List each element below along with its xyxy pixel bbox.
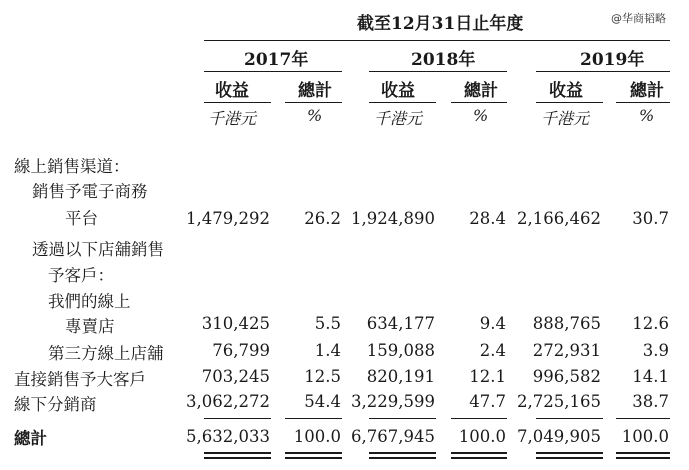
total-double-rule-pct-2017 <box>285 452 342 454</box>
cell-revenue-2017: 310,425 <box>201 314 270 333</box>
cell-percent-2019: 12.6 <box>632 314 669 333</box>
total-double-rule-pct-2018 <box>451 457 507 459</box>
rev-2018-rule <box>369 102 436 103</box>
revenue-heading-2017: 收益 <box>215 81 249 101</box>
cell-percent-2019: 3.9 <box>642 341 669 360</box>
cell-revenue-2018: 1,924,890 <box>351 209 435 228</box>
cell-revenue-2019: 996,582 <box>532 367 601 386</box>
row-label: 線上銷售渠道： <box>14 157 130 176</box>
rev-2019-rule <box>536 102 603 103</box>
unit-percent-2017: % <box>307 106 323 125</box>
cell-percent-2017: 12.5 <box>304 367 341 386</box>
cell-percent-2018: 9.4 <box>479 314 506 333</box>
total-double-rule-rev-2018 <box>369 457 436 459</box>
subtotal-rule-pct-2019 <box>616 418 670 419</box>
rev-2017-rule <box>204 102 271 103</box>
subtotal-rule-pct-2018 <box>451 418 507 419</box>
total-percent-2017: 100.0 <box>293 427 341 446</box>
cell-revenue-2017: 3,062,272 <box>186 392 270 411</box>
cell-percent-2018: 47.7 <box>469 392 506 411</box>
cell-revenue-2017: 1,479,292 <box>186 209 270 228</box>
unit-revenue-2018: 千港元 <box>374 109 423 128</box>
unit-percent-2018: % <box>473 106 489 125</box>
year-2019: 2019年 <box>580 50 645 70</box>
total-double-rule-pct-2018 <box>451 452 507 454</box>
year-2018-rule <box>369 71 507 72</box>
row-label: 平台 <box>65 209 98 228</box>
total-percent-2018: 100.0 <box>458 427 506 446</box>
total-revenue-2019: 7,049,905 <box>517 427 601 446</box>
row-label: 透過以下店舖銷售 <box>32 240 164 259</box>
cell-percent-2018: 28.4 <box>469 209 506 228</box>
cell-revenue-2018: 634,177 <box>366 314 435 333</box>
row-label: 我們的線上 <box>48 292 131 311</box>
cell-percent-2017: 26.2 <box>304 209 341 228</box>
cell-revenue-2019: 888,765 <box>532 314 601 333</box>
unit-revenue-2017: 千港元 <box>208 109 257 128</box>
total-double-rule-pct-2017 <box>285 457 342 459</box>
total-double-rule-rev-2017 <box>204 457 271 459</box>
unit-percent-2019: % <box>639 106 655 125</box>
year-2017-rule <box>204 71 342 72</box>
watermark: @华商韬略 <box>611 12 666 25</box>
unit-revenue-2019: 千港元 <box>541 109 590 128</box>
total-heading-2017: 總計 <box>298 81 332 101</box>
subtotal-rule-rev-2018 <box>369 418 436 419</box>
cell-percent-2017: 1.4 <box>314 341 341 360</box>
cell-revenue-2019: 2,725,165 <box>517 392 601 411</box>
cell-revenue-2017: 76,799 <box>212 341 270 360</box>
row-label: 專賣店 <box>65 317 115 336</box>
cell-revenue-2018: 3,229,599 <box>351 392 435 411</box>
pct-2017-rule <box>285 102 342 103</box>
revenue-heading-2019: 收益 <box>549 81 583 101</box>
total-percent-2019: 100.0 <box>621 427 669 446</box>
revenue-heading-2018: 收益 <box>381 81 415 101</box>
row-label: 第三方線上店舖 <box>48 344 164 363</box>
cell-percent-2017: 5.5 <box>314 314 341 333</box>
total-heading-2018: 總計 <box>464 81 498 101</box>
cell-percent-2018: 2.4 <box>479 341 506 360</box>
cell-revenue-2017: 703,245 <box>201 367 270 386</box>
total-heading-2019: 總計 <box>630 81 664 101</box>
cell-revenue-2018: 159,088 <box>366 341 435 360</box>
row-label: 直接銷售予大客戶 <box>14 370 146 389</box>
total-double-rule-rev-2019 <box>536 457 603 459</box>
period-header-rule <box>204 40 670 41</box>
cell-percent-2019: 30.7 <box>632 209 669 228</box>
row-label: 銷售予電子商務 <box>32 182 148 201</box>
total-double-rule-pct-2019 <box>616 452 670 454</box>
cell-percent-2018: 12.1 <box>469 367 506 386</box>
cell-revenue-2019: 272,931 <box>532 341 601 360</box>
row-label: 線下分銷商 <box>14 395 97 414</box>
total-double-rule-rev-2018 <box>369 452 436 454</box>
year-2017: 2017年 <box>244 50 309 70</box>
pct-2018-rule <box>451 102 507 103</box>
cell-percent-2017: 54.4 <box>304 392 341 411</box>
total-double-rule-rev-2019 <box>536 452 603 454</box>
total-revenue-2018: 6,767,945 <box>351 427 435 446</box>
subtotal-rule-pct-2017 <box>285 418 342 419</box>
total-double-rule-rev-2017 <box>204 452 271 454</box>
total-label: 總計 <box>14 429 47 448</box>
subtotal-rule-rev-2017 <box>204 418 271 419</box>
cell-percent-2019: 38.7 <box>632 392 669 411</box>
cell-revenue-2019: 2,166,462 <box>517 209 601 228</box>
cell-percent-2019: 14.1 <box>632 367 669 386</box>
total-double-rule-pct-2019 <box>616 457 670 459</box>
row-label: 予客戶： <box>48 266 114 285</box>
total-revenue-2017: 5,632,033 <box>186 427 270 446</box>
year-2018: 2018年 <box>411 50 476 70</box>
year-2019-rule <box>536 71 670 72</box>
subtotal-rule-rev-2019 <box>536 418 603 419</box>
pct-2019-rule <box>616 102 670 103</box>
cell-revenue-2018: 820,191 <box>366 367 435 386</box>
period-header: 截至12月31日止年度 <box>357 14 524 34</box>
